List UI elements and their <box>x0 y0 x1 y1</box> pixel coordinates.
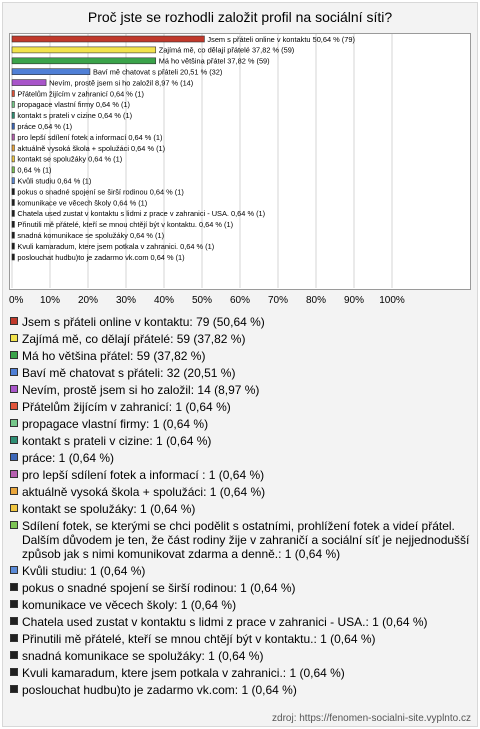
bar <box>12 156 14 162</box>
bar <box>12 254 14 260</box>
bar <box>12 167 14 173</box>
legend-swatch <box>10 334 18 342</box>
legend-item <box>9 564 471 578</box>
bar <box>12 232 14 238</box>
legend-item <box>9 649 471 663</box>
legend-item <box>9 400 471 414</box>
legend-swatch <box>10 685 18 693</box>
x-tick-label: 50% <box>191 295 213 306</box>
bar-label: aktuálně vysoká škola + spolužáci 0,64 % (1) <box>17 143 166 153</box>
legend-item <box>9 451 471 465</box>
legend-swatch <box>10 600 18 608</box>
legend-text: Baví mě chatovat s přáteli: 32 (20,51 %) <box>22 366 236 380</box>
legend-swatch <box>10 470 18 478</box>
bar <box>12 80 46 86</box>
bar <box>12 47 156 53</box>
legend-text: Přátelům žijícím v zahranicí: 1 (0,64 %) <box>22 400 231 414</box>
chart-legend <box>9 315 471 700</box>
bar-label: Kvuli kamaradum, ktere jsem potkala v zahranici. 0,64 % (1) <box>17 241 215 251</box>
legend-text: Přinutili mě přátelé, kteří se mnou chtějí být v kontaktu.: 1 (0,64 %) <box>22 632 376 646</box>
bar-label: 0,64 % (1) <box>17 165 52 175</box>
legend-item <box>9 315 471 329</box>
legend-swatch <box>10 419 18 427</box>
legend-item <box>9 383 471 397</box>
legend-text: komunikace ve věcech školy: 1 (0,64 %) <box>22 598 237 612</box>
bar <box>12 36 204 42</box>
bar-label: práce 0,64 % (1) <box>17 122 73 131</box>
legend-item <box>9 632 471 646</box>
bar <box>12 189 14 195</box>
legend-swatch <box>10 351 18 359</box>
legend-swatch <box>10 385 18 393</box>
x-tick-label: 0% <box>9 295 24 306</box>
legend-item <box>9 434 471 448</box>
legend-text: Má ho většina přátel: 59 (37,82 %) <box>22 349 206 363</box>
x-tick-label: 30% <box>115 295 137 306</box>
bar <box>12 123 14 129</box>
bar <box>12 101 14 107</box>
legend-text: snadná komunikace se spolužáky: 1 (0,64 %) <box>22 649 264 663</box>
bar-label: pro lepší sdílení fotek a informací 0,64 % (1) <box>17 132 163 142</box>
bar-label: kontakt se spolužáky 0,64 % (1) <box>17 154 123 164</box>
legend-text: Jsem s přáteli online v kontaktu: 79 (50,64 %) <box>22 315 265 329</box>
legend-item <box>9 581 471 595</box>
legend-item <box>9 417 471 431</box>
legend-text: pokus o snadné spojení se širší rodinou: 1 (0,64 %) <box>22 581 296 595</box>
bar <box>12 145 14 151</box>
bar-label: Jsem s přáteli online v kontaktu 50,64 % (79) <box>207 34 355 44</box>
legend-item <box>9 519 471 561</box>
bar <box>12 200 14 206</box>
legend-swatch <box>10 521 18 529</box>
bar-label: Baví mě chatovat s přáteli 20,51 % (32) <box>92 67 223 77</box>
bar <box>12 178 14 184</box>
legend-item <box>9 485 471 499</box>
legend-text: aktuálně vysoká škola + spolužáci: 1 (0,64 %) <box>22 485 266 499</box>
bar-chart <box>0 0 480 315</box>
x-tick-label: 90% <box>343 295 365 306</box>
bar <box>12 58 156 64</box>
legend-swatch <box>10 617 18 625</box>
bar-label: Přátelům žijícím v zahranicí 0,64 % (1) <box>17 89 144 99</box>
bar <box>12 91 14 97</box>
legend-item <box>9 598 471 612</box>
bar <box>12 243 14 249</box>
legend-item <box>9 468 471 482</box>
legend-text: Sdílení fotek, se kterými se chci podělit s ostatními, prohlížení fotek a videí přátel. Dalším důvodem je ten, že část rodiny žije v zahraničí a sociální síť je nejjednodušší způsob jak s nimi komunikovat zdarma a denně.: 1 (0,64 %) <box>22 519 470 561</box>
bar-label: snadná komunikace se spolužáky 0,64 % (1) <box>17 231 165 240</box>
legend-item <box>9 666 471 680</box>
legend-swatch <box>10 651 18 659</box>
x-tick-label: 80% <box>305 295 327 306</box>
legend-text: Chatela used zustat v kontaktu s lidmi z prace v zahranici - USA.: 1 (0,64 %) <box>22 615 428 629</box>
legend-item <box>9 502 471 516</box>
source-note: zdroj: https://fenomen-socialni-site.vyplnto.cz <box>272 713 471 724</box>
legend-text: kontakt s prateli v cizine: 1 (0,64 %) <box>22 434 212 448</box>
legend-text: propagace vlastní firmy: 1 (0,64 %) <box>22 417 209 431</box>
bar <box>12 210 14 216</box>
bar <box>12 112 14 118</box>
bar-label: Chatela used zustat v kontaktu s lidmi z prace v zahranici - USA. 0,64 % (1) <box>17 209 266 219</box>
bar-label: komunikace ve věcech školy 0,64 % (1) <box>17 198 148 208</box>
legend-text: pro lepší sdílení fotek a informací : 1 (0,64 %) <box>22 468 265 482</box>
legend-text: Kvůli studiu: 1 (0,64 %) <box>22 564 146 578</box>
legend-text: Kvuli kamaradum, ktere jsem potkala v zahranici.: 1 (0,64 %) <box>22 666 345 680</box>
bar <box>12 221 14 227</box>
x-tick-label: 40% <box>153 295 175 306</box>
bar-label: propagace vlastní firmy 0,64 % (1) <box>17 100 130 110</box>
legend-item <box>9 332 471 346</box>
legend-swatch <box>10 487 18 495</box>
x-tick-label: 60% <box>229 295 251 306</box>
bar-label: pokus o snadné spojení se širší rodinou 0,64 % (1) <box>17 187 184 197</box>
legend-swatch <box>10 504 18 512</box>
bar-label: Zajímá mě, co dělají přátelé 37,82 % (59) <box>158 45 295 55</box>
x-tick-label: 20% <box>77 295 99 306</box>
bar-label: Má ho většina přátel 37,82 % (59) <box>158 56 270 66</box>
legend-swatch <box>10 583 18 591</box>
legend-text: poslouchat hudbu)to je zadarmo vk.com: 1 (0,64 %) <box>22 683 297 697</box>
bar-label: poslouchat hudbu)to je zadarmo vk.com 0,64 % (1) <box>17 252 185 262</box>
x-tick-label: 70% <box>267 295 289 306</box>
bar-label: Kvůli studiu 0,64 % (1) <box>17 176 92 186</box>
bar-label: Nevím, prostě jsem si ho založil 8,97 % (14) <box>49 78 194 88</box>
legend-swatch <box>10 402 18 410</box>
legend-swatch <box>10 634 18 642</box>
legend-item <box>9 615 471 629</box>
legend-text: Nevím, prostě jsem si ho založil: 14 (8,97 %) <box>22 383 260 397</box>
legend-swatch <box>10 453 18 461</box>
legend-swatch <box>10 668 18 676</box>
legend-swatch <box>10 368 18 376</box>
legend-item <box>9 683 471 697</box>
legend-swatch <box>10 566 18 574</box>
legend-swatch <box>10 436 18 444</box>
legend-text: Zajímá mě, co dělají přátelé: 59 (37,82 %) <box>22 332 246 346</box>
bar-label: kontakt s prateli v cizine 0,64 % (1) <box>17 111 133 121</box>
x-tick-label: 10% <box>39 295 61 306</box>
bar <box>12 134 14 140</box>
legend-text: kontakt se spolužáky: 1 (0,64 %) <box>22 502 196 516</box>
legend-text: práce: 1 (0,64 %) <box>22 451 115 465</box>
chart-title: Proč jste se rozhodli založit profil na sociální síti? <box>87 9 393 25</box>
legend-item <box>9 366 471 380</box>
x-tick-label: 100% <box>379 295 405 306</box>
legend-item <box>9 349 471 363</box>
legend-swatch <box>10 317 18 325</box>
bar <box>12 69 90 75</box>
bar-label: Přinutili mě přátelé, kteří se mnou chtějí být v kontaktu. 0,64 % (1) <box>17 220 234 230</box>
